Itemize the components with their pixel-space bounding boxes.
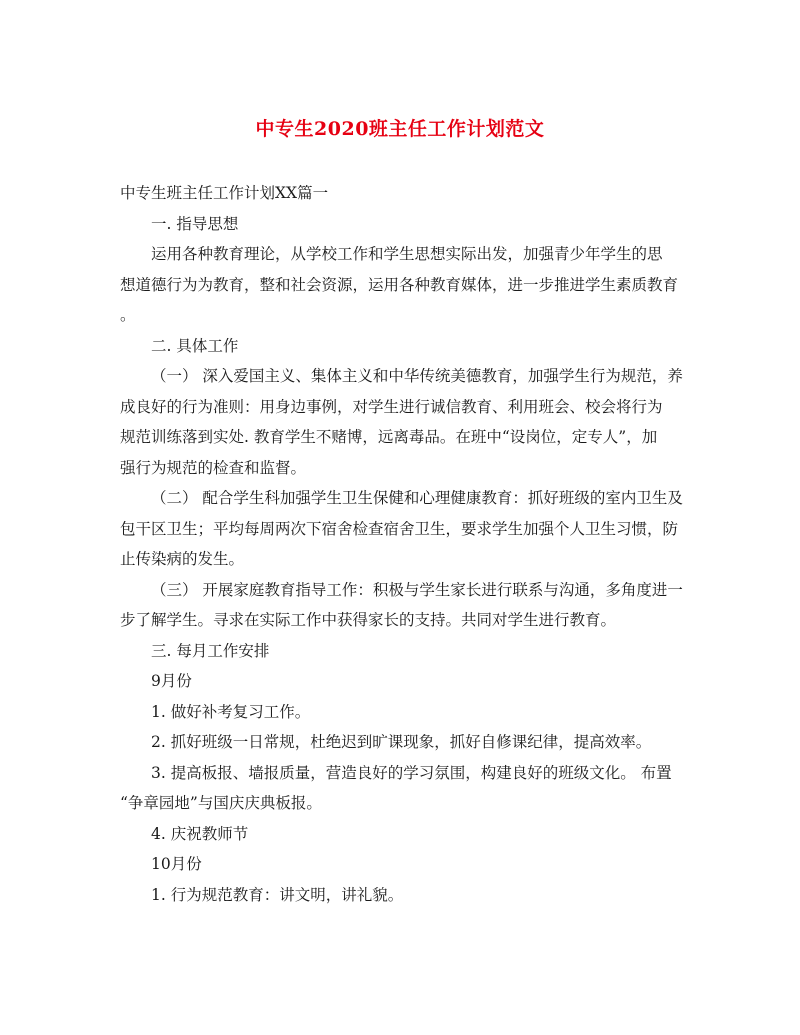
section-heading: 二. 具体工作 [151, 336, 239, 355]
paragraph-line: 。 [120, 306, 136, 324]
paragraph-line: （三） 开展家庭教育指导工作：积极与学生家长进行联系与沟通，多角度进一 [151, 580, 683, 599]
paragraph-line: 规范训练落到实处. 教育学生不赌博，远离毒品。在班中“设岗位，定专人”，加 [120, 428, 658, 446]
list-item: 1. 行为规范教育：讲文明，讲礼貌。 [151, 885, 404, 904]
section-heading-text: 中专生班主任工作计划XX篇一 [120, 184, 329, 202]
list-item-continuation: “争章园地”与国庆庆典板报。 [120, 794, 322, 812]
paragraph-line: 包干区卫生；平均每周两次下宿舍检查宿舍卫生，要求学生加强个人卫生习惯，防 [120, 519, 679, 538]
document-body [120, 178, 683, 910]
list-item: 2. 抓好班级一日常规，杜绝迟到旷课现象，抓好自修课纪律，提高效率。 [151, 733, 652, 751]
paragraph-line: 止传染病的发生。 [120, 550, 245, 568]
paragraph-line: （一） 深入爱国主义、集体主义和中华传统美德教育，加强学生行为规范，养 [151, 367, 683, 385]
section-heading: 一. 指导思想 [151, 214, 239, 233]
paragraph-line: 想道德行为为教育，整和社会资源，运用各种教育媒体，进一步推进学生素质教育 [120, 275, 679, 294]
month-heading: 9月份 [151, 672, 192, 690]
paragraph-line: 成良好的行为准则：用身边事例，对学生进行诚信教育、利用班会、校会将行为 [120, 397, 663, 416]
list-item: 3. 提高板报、墙报质量，营造良好的学习氛围，构建良好的班级文化。 布置 [151, 763, 672, 782]
document-title: 中专生2020班主任工作计划范文 [255, 118, 545, 140]
paragraph-line: 强行为规范的检查和监督。 [120, 458, 307, 477]
section-heading: 三. 每月工作安排 [151, 641, 270, 660]
list-item: 4. 庆祝教师节 [151, 824, 249, 843]
list-item: 1. 做好补考复习工作。 [151, 702, 311, 721]
paragraph-line: （二） 配合学生科加强学生卫生保健和心理健康教育：抓好班级的室内卫生及 [151, 489, 683, 507]
month-heading: 10月份 [151, 855, 202, 873]
paragraph-line: 运用各种教育理论，从学校工作和学生思想实际出发，加强青少年学生的思 [151, 245, 663, 263]
paragraph-line: 步了解学生。寻求在实际工作中获得家长的支持。共同对学生进行教育。 [120, 611, 617, 629]
